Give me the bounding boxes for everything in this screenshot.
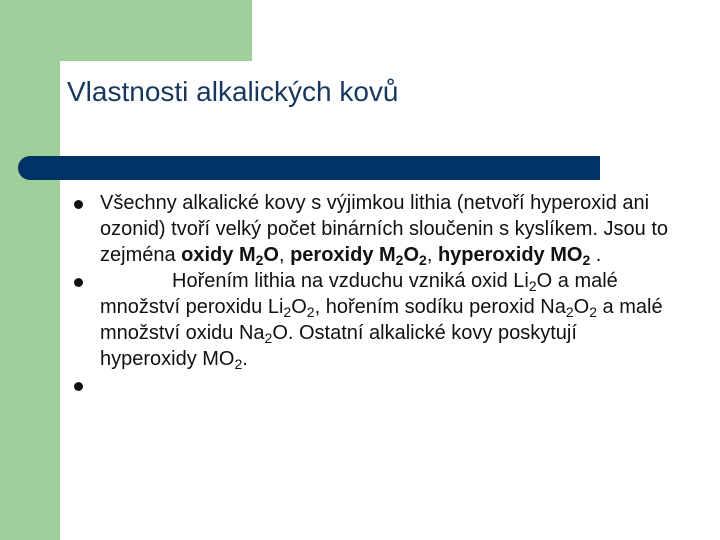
bold-term-hyperoxidy: hyperoxidy $MO_2$ bbox=[437, 244, 591, 268]
bullet-list bbox=[72, 190, 672, 398]
bullet-item-1: Všechny alkalické kovy s výjimkou lithia (netvoří hyperoxid ani ozonid) tvoří velký počet binárních sloučenin s kyslíkem. Jsou to zejména oxidy $M_2O$, peroxidy $M_2O_2$, hyperoxidy $MO_2$ . bbox=[72, 190, 672, 268]
bullet-text: Hořením lithia na vzduchu vzniká oxid $Li_2O$ a malé množství peroxidu $Li_2O_2$, hořením sodíku peroxid $Na_2O_2$ a malé množství oxidu $Na_2O$. Ostatní alkalické kovy poskytují hyperoxidy $MO_2$. bbox=[100, 270, 663, 372]
bold-term-peroxidy: peroxidy $M_2O_2$ bbox=[290, 244, 427, 268]
decor-green-left bbox=[0, 0, 60, 540]
slide-title: Vlastnosti alkalických kovů bbox=[67, 76, 399, 107]
bold-term-oxidy: oxidy $M_2O$ bbox=[181, 244, 279, 268]
title-rule-bar bbox=[18, 156, 600, 180]
bullet-dot-icon bbox=[74, 382, 83, 391]
bullet-dot-icon bbox=[74, 200, 83, 209]
decor-green-top bbox=[60, 0, 252, 61]
bullet-item-2 bbox=[72, 268, 672, 372]
bullet-item-3 bbox=[72, 372, 672, 398]
bullet-dot-icon bbox=[74, 278, 83, 287]
bullet-text: Všechny alkalické kovy s výjimkou lithia (netvoří hyperoxid ani ozonid) tvoří velký počet binárních sloučenin s kyslíkem. Jsou to zejména bbox=[100, 192, 669, 266]
